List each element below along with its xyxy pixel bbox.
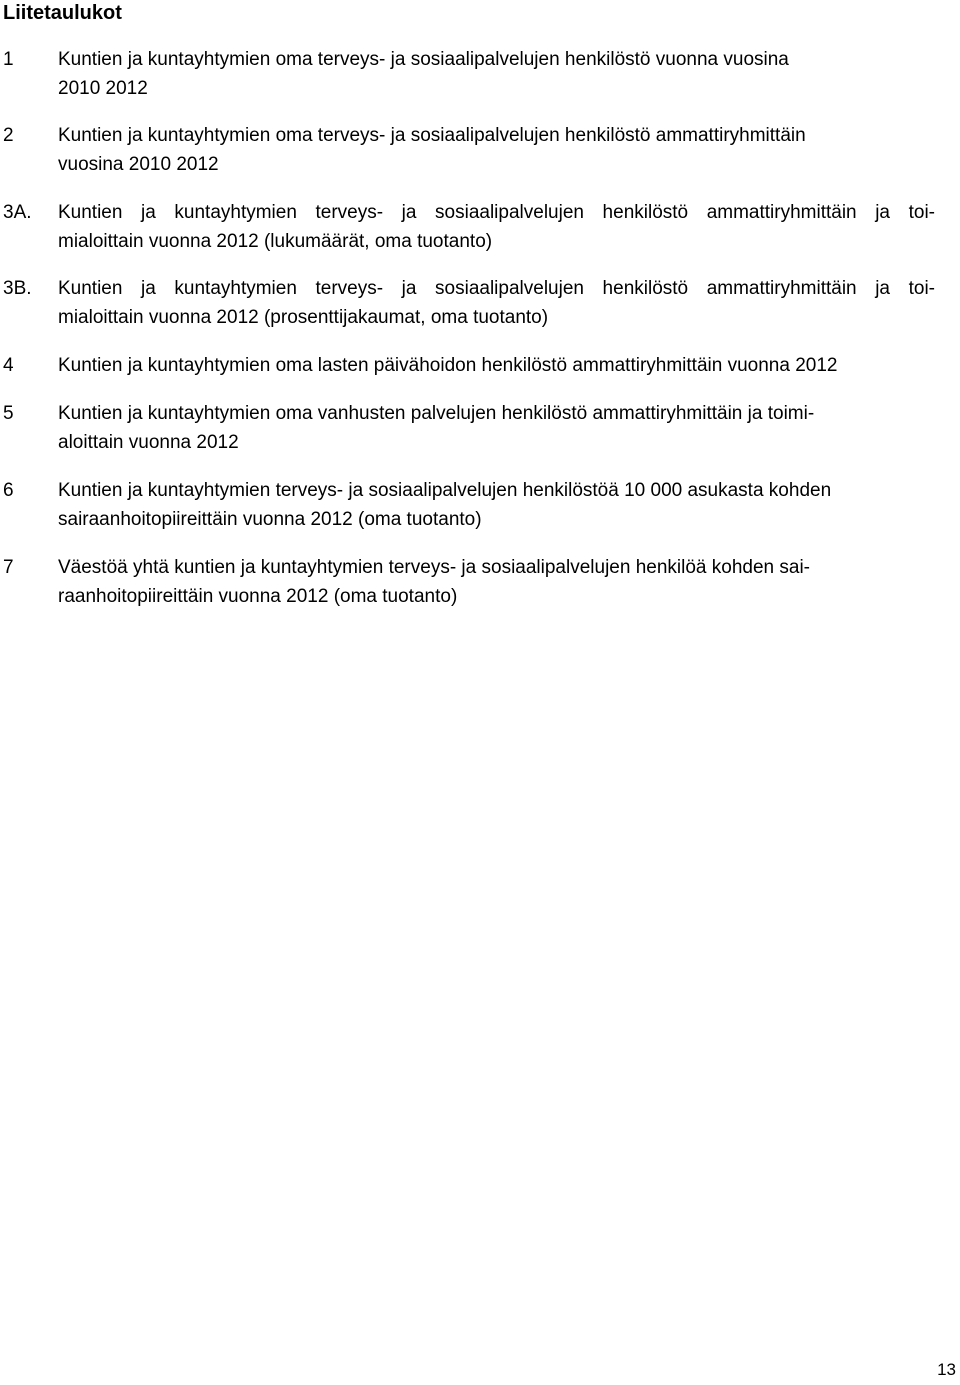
item-number: 5 <box>3 403 14 424</box>
item-line: Kuntien ja kuntayhtymien oma vanhusten palvelujen henkilöstö ammattiryhmittäin ja toimi- <box>58 403 815 424</box>
item-line: Kuntien ja kuntayhtymien oma lasten päivähoidon henkilöstö ammattiryhmittäin vuonna 2012 <box>58 355 838 376</box>
item-text <box>58 553 948 611</box>
item-line: vuosina 2010 2012 <box>58 154 219 175</box>
item-number: 7 <box>3 557 14 578</box>
item-line: Kuntien ja kuntayhtymien oma terveys- ja sosiaalipalvelujen henkilöstö ammattiryhmittäin <box>58 125 806 146</box>
item-number: 6 <box>3 480 14 501</box>
item-text <box>58 121 948 179</box>
item-number: 4 <box>3 355 14 376</box>
item-text <box>58 476 948 534</box>
item-number: 3B. <box>3 278 32 299</box>
item-number: 3A. <box>3 202 32 223</box>
item-line: Kuntien ja kuntayhtymien terveys- ja sosiaalipalvelujen henkilöstöä 10 000 asukasta kohden <box>58 480 832 501</box>
item-number: 2 <box>3 125 14 146</box>
item-line: Kuntien ja kuntayhtymien oma terveys- ja sosiaalipalvelujen henkilöstö vuonna vuosina <box>58 49 789 70</box>
item-line: Kuntien ja kuntayhtymien terveys- ja sosiaalipalvelujen henkilöstö ammattiryhmittäin ja toi- <box>58 278 935 299</box>
item-text <box>58 274 948 332</box>
item-line: Kuntien ja kuntayhtymien terveys- ja sosiaalipalvelujen henkilöstö ammattiryhmittäin ja toi- <box>58 202 935 223</box>
item-line: sairaanhoitopiireittäin vuonna 2012 (oma tuotanto) <box>58 509 482 530</box>
page-number: 13 <box>937 1360 956 1379</box>
item-text <box>58 45 948 103</box>
item-text <box>58 198 948 256</box>
item-line: aloittain vuonna 2012 <box>58 432 239 453</box>
item-line: 2010 2012 <box>58 78 148 99</box>
item-line: Väestöä yhtä kuntien ja kuntayhtymien terveys- ja sosiaalipalvelujen henkilöä kohden sai- <box>58 557 810 578</box>
item-line: mialoittain vuonna 2012 (prosenttijakaumat, oma tuotanto) <box>58 307 549 328</box>
item-line: raanhoitopiireittäin vuonna 2012 (oma tuotanto) <box>58 586 458 607</box>
item-number: 1 <box>3 49 14 70</box>
item-text <box>58 351 948 380</box>
item-line: mialoittain vuonna 2012 (lukumäärät, oma tuotanto) <box>58 231 493 252</box>
page-title: Liitetaulukot <box>3 2 122 24</box>
item-text <box>58 399 948 457</box>
